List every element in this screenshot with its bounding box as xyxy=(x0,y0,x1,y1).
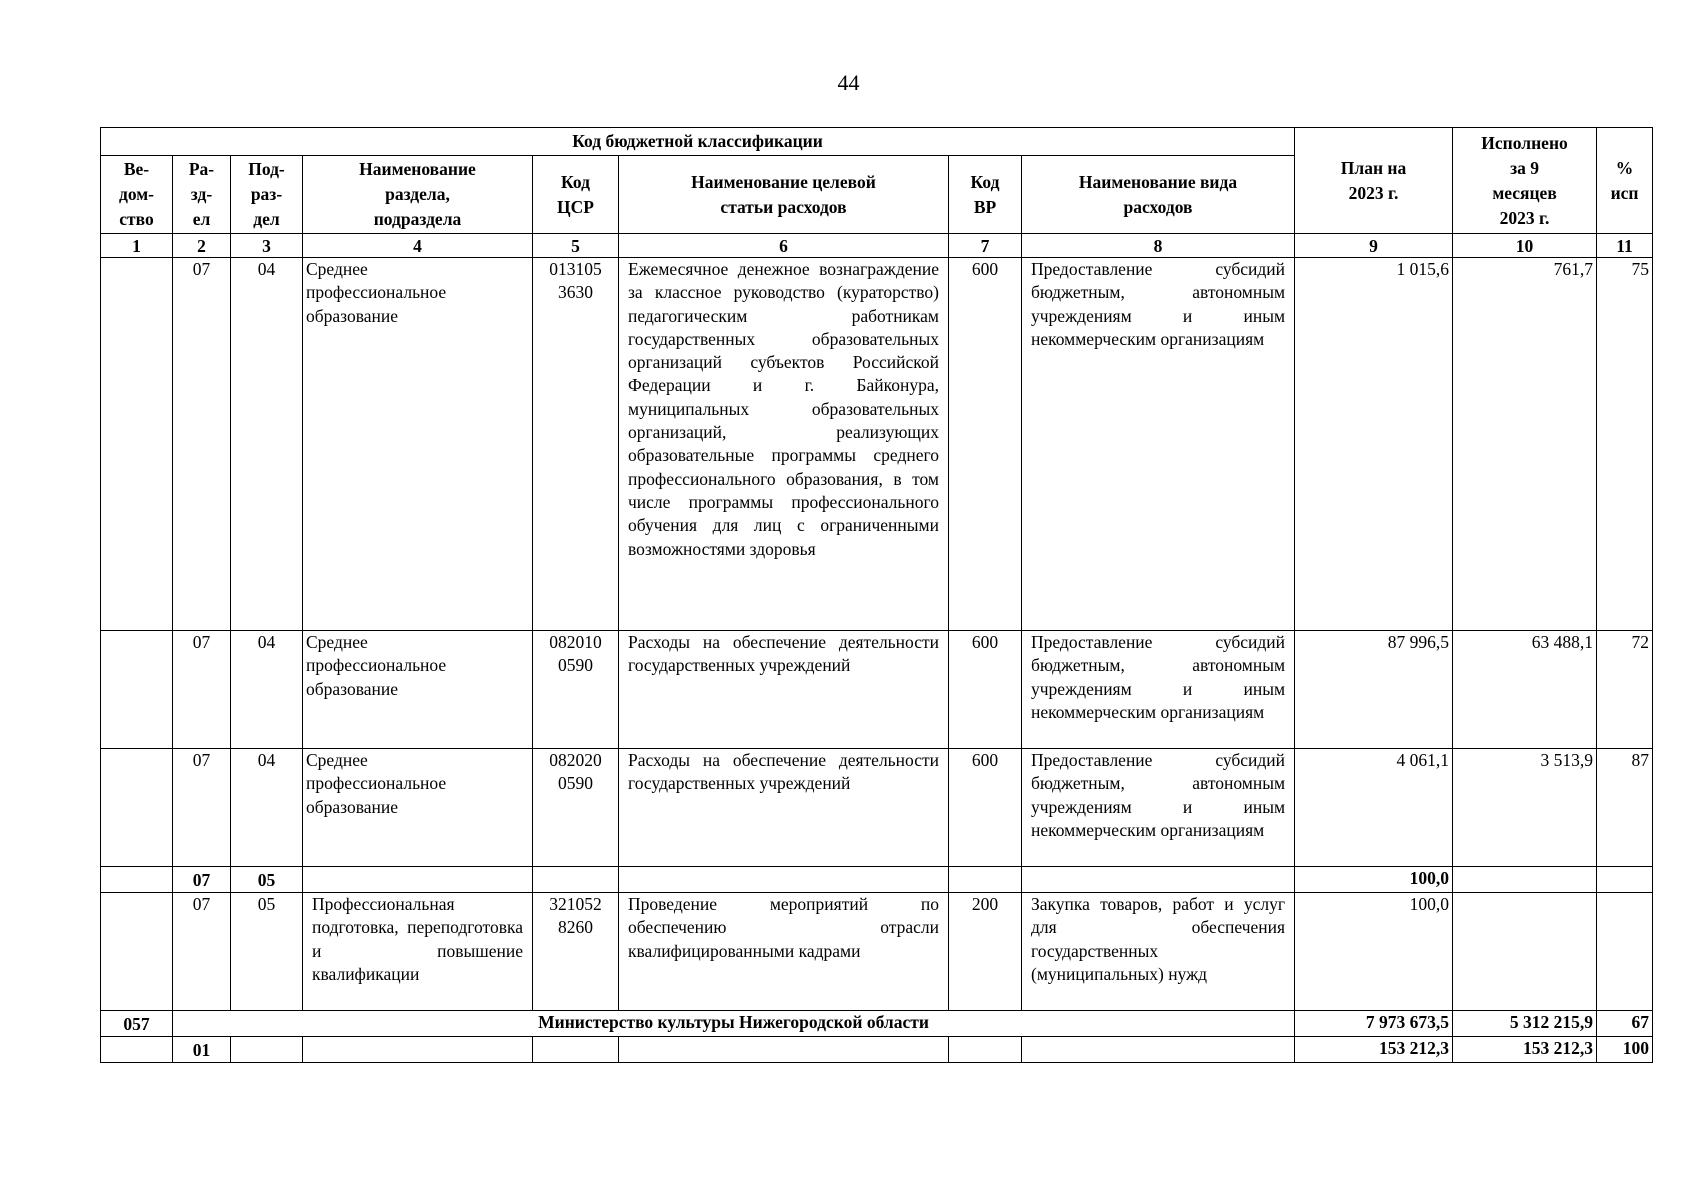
header-section-name: Наименование раздела, подраздела xyxy=(303,156,533,234)
percent-cell: 72 xyxy=(1597,631,1653,749)
vr-name-cell: Предоставление субсидий бюджетным, автономным учреждениям и иным некоммерческим организациям xyxy=(1022,631,1295,749)
csr-code-cell: 321052 8260 xyxy=(533,893,619,1011)
vr-code-cell: 200 xyxy=(949,893,1022,1011)
executed-cell xyxy=(1453,893,1597,1011)
vr-code-cell xyxy=(949,1037,1022,1063)
section-name-cell: Среднее профессиональное образование xyxy=(303,258,533,631)
subtotal-row xyxy=(101,1037,1653,1063)
table-header xyxy=(101,128,1653,234)
department-cell xyxy=(101,893,173,1011)
subsection-cell: 04 xyxy=(231,749,303,867)
vr-code-cell: 600 xyxy=(949,631,1022,749)
column-number: 4 xyxy=(303,234,533,258)
target-name-cell: Расходы на обеспечение деятельности государственных учреждений xyxy=(619,631,949,749)
header-section: Ра- зд- ел xyxy=(173,156,231,234)
header-budget-classification: Код бюджетной классификации xyxy=(101,128,1295,156)
subsection-cell: 05 xyxy=(231,867,303,893)
table-row xyxy=(101,631,1653,749)
section-cell: 07 xyxy=(173,867,231,893)
subsection-cell: 05 xyxy=(231,893,303,1011)
page-number: 44 xyxy=(837,70,860,95)
plan-cell: 100,0 xyxy=(1295,893,1453,1011)
target-name-cell: Расходы на обеспечение деятельности государственных учреждений xyxy=(619,749,949,867)
plan-cell: 1 015,6 xyxy=(1295,258,1453,631)
subtotal-row xyxy=(101,867,1653,893)
subsection-cell: 04 xyxy=(231,631,303,749)
csr-code-cell: 082020 0590 xyxy=(533,749,619,867)
department-cell xyxy=(101,1037,173,1063)
vr-code-cell xyxy=(949,867,1022,893)
plan-cell: 4 061,1 xyxy=(1295,749,1453,867)
column-number: 5 xyxy=(533,234,619,258)
plan-cell: 7 973 673,5 xyxy=(1295,1011,1453,1037)
plan-cell: 153 212,3 xyxy=(1295,1037,1453,1063)
target-name-cell: Проведение мероприятий по обеспечению отрасли квалифицированными кадрами xyxy=(619,893,949,1011)
header-percent: % исп xyxy=(1597,128,1653,234)
header-vr-code: Код ВР xyxy=(949,156,1022,234)
table-row xyxy=(101,893,1653,1011)
column-number: 9 xyxy=(1295,234,1453,258)
target-name-cell xyxy=(619,867,949,893)
executed-cell xyxy=(1453,867,1597,893)
percent-cell xyxy=(1597,867,1653,893)
column-number: 1 xyxy=(101,234,173,258)
department-cell: 057 xyxy=(101,1011,173,1037)
budget-table xyxy=(100,127,1653,1063)
column-number-row xyxy=(101,234,1653,258)
vr-name-cell xyxy=(1022,867,1295,893)
section-name-cell: Профессиональная подготовка, переподготовка и повышение квалификации xyxy=(303,893,533,1011)
section-cell: 07 xyxy=(173,893,231,1011)
department-cell xyxy=(101,258,173,631)
column-number: 11 xyxy=(1597,234,1653,258)
subsection-cell: 04 xyxy=(231,258,303,631)
percent-cell: 75 xyxy=(1597,258,1653,631)
section-cell: 01 xyxy=(173,1037,231,1063)
target-name-cell: Ежемесячное денежное вознаграждение за классное руководство (кураторство) педагогическим работникам государственных образовательных организаций субъектов Российской Федерации и г. Байконура, муниципальных образовательных организаций, реализующих образовательные программы среднего профессионального образования, в том числе программы профессионального обучения для лиц с ограниченными возможностями здоровья xyxy=(619,258,949,631)
column-number: 7 xyxy=(949,234,1022,258)
table-row xyxy=(101,749,1653,867)
header-csr-code: Код ЦСР xyxy=(533,156,619,234)
csr-code-cell xyxy=(533,1037,619,1063)
executed-cell: 3 513,9 xyxy=(1453,749,1597,867)
vr-name-cell: Предоставление субсидий бюджетным, автономным учреждениям и иным некоммерческим организациям xyxy=(1022,258,1295,631)
header-plan: План на 2023 г. xyxy=(1295,128,1453,234)
csr-code-cell xyxy=(533,867,619,893)
department-cell xyxy=(101,631,173,749)
plan-cell: 100,0 xyxy=(1295,867,1453,893)
ministry-row xyxy=(101,1011,1653,1037)
plan-cell: 87 996,5 xyxy=(1295,631,1453,749)
section-cell: 07 xyxy=(173,258,231,631)
target-name-cell xyxy=(619,1037,949,1063)
header-department: Ве- дом- ство xyxy=(101,156,173,234)
column-number: 6 xyxy=(619,234,949,258)
ministry-name: Министерство культуры Нижегородской области xyxy=(173,1011,1295,1037)
percent-cell xyxy=(1597,893,1653,1011)
section-cell: 07 xyxy=(173,749,231,867)
subsection-cell xyxy=(231,1037,303,1063)
vr-name-cell: Предоставление субсидий бюджетным, автономным учреждениям и иным некоммерческим организациям xyxy=(1022,749,1295,867)
section-name-cell xyxy=(303,867,533,893)
percent-cell: 67 xyxy=(1597,1011,1653,1037)
section-name-cell: Среднее профессиональное образование xyxy=(303,631,533,749)
vr-name-cell xyxy=(1022,1037,1295,1063)
section-name-cell: Среднее профессиональное образование xyxy=(303,749,533,867)
column-number: 10 xyxy=(1453,234,1597,258)
header-vr-name: Наименование вида расходов xyxy=(1022,156,1295,234)
executed-cell: 153 212,3 xyxy=(1453,1037,1597,1063)
executed-cell: 761,7 xyxy=(1453,258,1597,631)
percent-cell: 100 xyxy=(1597,1037,1653,1063)
csr-code-cell: 082010 0590 xyxy=(533,631,619,749)
column-number: 3 xyxy=(231,234,303,258)
header-target-name: Наименование целевой статьи расходов xyxy=(619,156,949,234)
table-row xyxy=(101,258,1653,631)
department-cell xyxy=(101,867,173,893)
executed-cell: 63 488,1 xyxy=(1453,631,1597,749)
percent-cell: 87 xyxy=(1597,749,1653,867)
csr-code-cell: 013105 3630 xyxy=(533,258,619,631)
executed-cell: 5 312 215,9 xyxy=(1453,1011,1597,1037)
header-executed: Исполнено за 9 месяцев 2023 г. xyxy=(1453,128,1597,234)
section-name-cell xyxy=(303,1037,533,1063)
department-cell xyxy=(101,749,173,867)
section-cell: 07 xyxy=(173,631,231,749)
vr-code-cell: 600 xyxy=(949,749,1022,867)
vr-name-cell: Закупка товаров, работ и услуг для обеспечения государственных (муниципальных) нужд xyxy=(1022,893,1295,1011)
column-number: 8 xyxy=(1022,234,1295,258)
column-number: 2 xyxy=(173,234,231,258)
vr-code-cell: 600 xyxy=(949,258,1022,631)
header-subsection: Под- раз- дел xyxy=(231,156,303,234)
